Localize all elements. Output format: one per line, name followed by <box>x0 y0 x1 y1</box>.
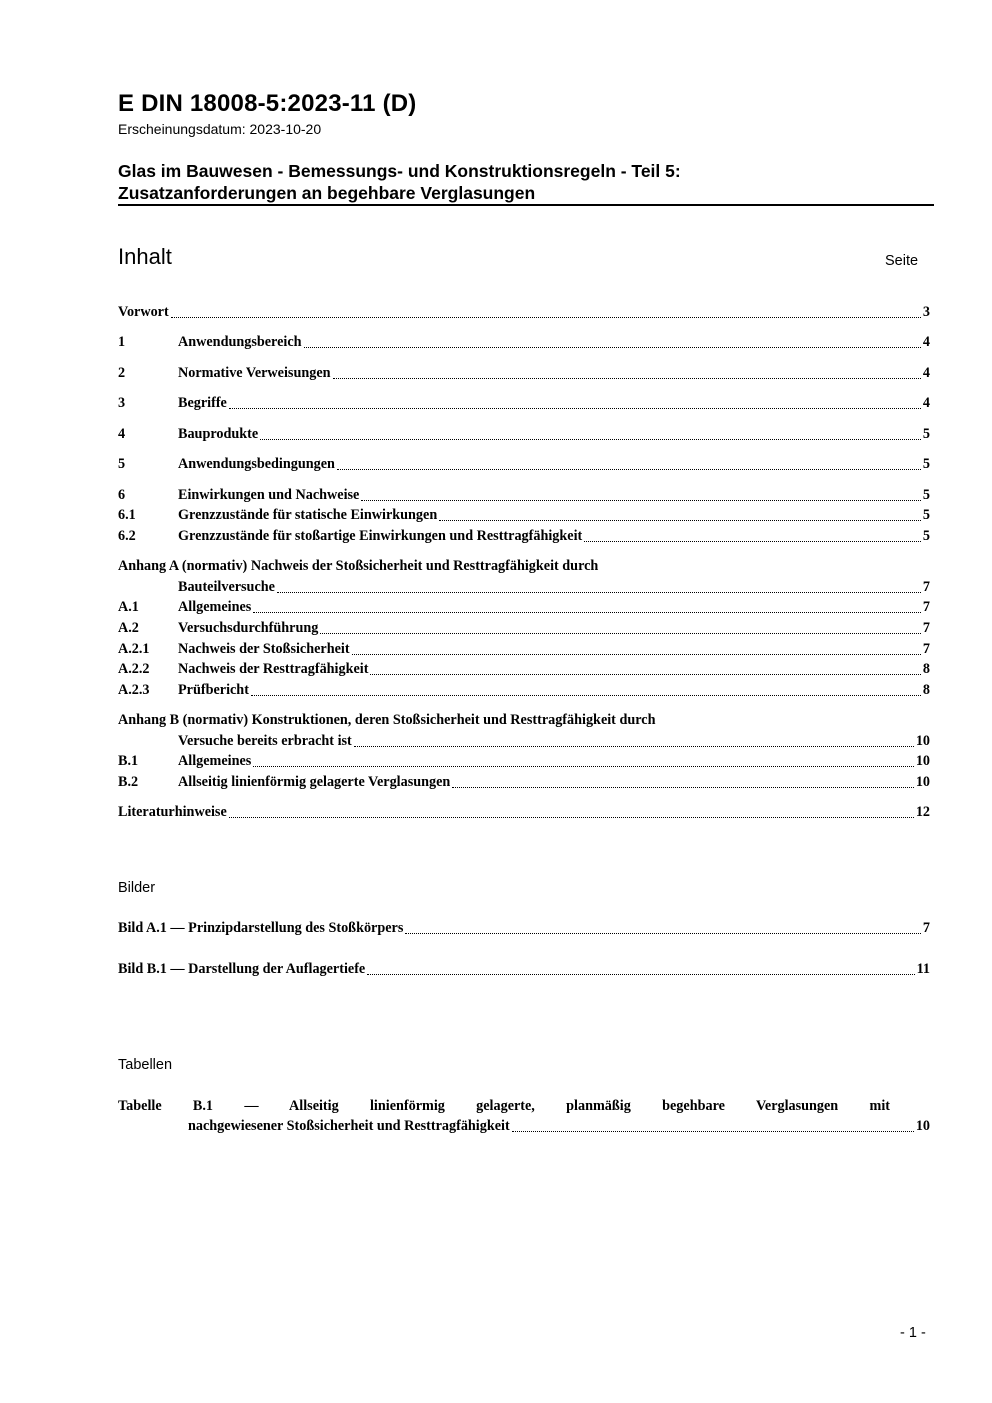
toc-entry-page: 5 <box>922 528 930 544</box>
document-title <box>118 160 934 204</box>
title-line-2: Zusatzanforderungen an begehbare Verglasungen <box>118 183 536 203</box>
toc-leader <box>354 746 914 747</box>
toc-entry-4[interactable] <box>118 424 930 444</box>
toc-entry-title: Allgemeines <box>178 753 252 769</box>
toc-entry-anhang-b-heading[interactable]: Anhang B (normativ) Konstruktionen, deren Stoßsicherheit und Resttragfähigkeit durch <box>118 712 656 728</box>
toc-entry-number: A.2.3 <box>118 682 150 698</box>
toc-entry-number: 6.1 <box>118 507 136 523</box>
toc-entry-3[interactable] <box>118 393 930 413</box>
toc-entry-title: Bauprodukte <box>178 426 259 442</box>
toc-entry-b-2[interactable] <box>118 772 930 792</box>
table-entry-b-1[interactable] <box>118 1116 930 1136</box>
toc-entry-number: A.2.1 <box>118 641 150 657</box>
toc-entry-page: 7 <box>922 641 930 657</box>
toc-entry-page: 7 <box>922 599 930 615</box>
toc-leader <box>439 520 921 521</box>
toc-entry-title: Versuchsdurchführung <box>178 620 319 636</box>
figure-entry-title: Bild A.1 — Prinzipdarstellung des Stoßkörpers <box>118 920 404 936</box>
toc-entry-anhang-a[interactable] <box>118 577 930 597</box>
toc-leader <box>337 469 921 470</box>
toc-entry-title: Einwirkungen und Nachweise <box>178 487 360 503</box>
figure-entry-page: 7 <box>922 920 930 936</box>
toc-entry-number: 6.2 <box>118 528 136 544</box>
toc-entry-6-2[interactable] <box>118 526 930 546</box>
toc-entry-number: 1 <box>118 334 126 350</box>
table-entry-page: 10 <box>915 1118 930 1134</box>
toc-entry-5[interactable] <box>118 454 930 474</box>
toc-entry-a-1[interactable] <box>118 597 930 617</box>
toc-entry-title: Bauteilversuche <box>178 579 275 595</box>
toc-entry-page: 7 <box>922 579 930 595</box>
toc-leader <box>253 612 921 613</box>
toc-entry-title: Grenzzustände für stoßartige Einwirkungen und Resttragfähigkeit <box>178 528 583 544</box>
toc-entry-page: 4 <box>922 395 930 411</box>
toc-entry-title: Nachweis der Resttragfähigkeit <box>178 661 369 677</box>
toc-entry-number: 6 <box>118 487 126 503</box>
toc-entry-anhang-a-heading[interactable]: Anhang A (normativ) Nachweis der Stoßsicherheit und Resttragfähigkeit durch <box>118 558 599 574</box>
toc-entry-page: 3 <box>922 304 930 320</box>
toc-entry-title: Allgemeines <box>178 599 252 615</box>
figure-entry-page: 11 <box>916 961 930 977</box>
toc-entry-2[interactable] <box>118 363 930 383</box>
title-rule <box>118 204 934 206</box>
toc-entry-number: B.1 <box>118 753 139 769</box>
toc-entry-number: A.2.2 <box>118 661 150 677</box>
toc-leader <box>320 633 921 634</box>
toc-leader <box>304 347 921 348</box>
toc-entry-number: A.2 <box>118 620 139 636</box>
toc-entry-page: 5 <box>922 487 930 503</box>
toc-leader <box>512 1131 914 1132</box>
figure-entry-a-1[interactable] <box>118 918 930 938</box>
table-entry-title-line-2: nachgewiesener Stoßsicherheit und Resttragfähigkeit <box>188 1118 510 1134</box>
toc-leader <box>352 654 921 655</box>
document-code: E DIN 18008-5:2023-11 (D) <box>118 90 417 117</box>
page-number: - 1 - <box>900 1325 926 1341</box>
toc-entry-page: 4 <box>922 334 930 350</box>
toc-entry-a-2-2[interactable] <box>118 659 930 679</box>
toc-entry-page: 8 <box>922 661 930 677</box>
toc-entry-title: Anwendungsbereich <box>178 334 302 350</box>
toc-leader <box>367 974 914 975</box>
toc-entry-title: Versuche bereits erbracht ist <box>178 733 352 749</box>
toc-entry-6-1[interactable] <box>118 505 930 525</box>
title-line-1: Glas im Bauwesen - Bemessungs- und Konstruktionsregeln - Teil 5: <box>118 161 681 181</box>
toc-entry-page: 5 <box>922 456 930 472</box>
toc-entry-title: Literaturhinweise <box>118 804 227 820</box>
publication-date: Erscheinungsdatum: 2023-10-20 <box>118 121 322 137</box>
toc-entry-title: Nachweis der Stoßsicherheit <box>178 641 350 657</box>
toc-leader <box>251 695 921 696</box>
table-entry-title-line-1: Tabelle B.1 — Allseitig linienförmig gelagerte, planmäßig begehbare Verglasungen mit <box>118 1098 890 1114</box>
toc-entry-anhang-b[interactable] <box>118 731 930 751</box>
toc-leader <box>452 787 914 788</box>
toc-entry-page: 12 <box>915 804 930 820</box>
table-entry-b-1-line-1[interactable] <box>118 1096 890 1116</box>
toc-entry-title: Vorwort <box>118 304 169 320</box>
toc-leader <box>253 766 914 767</box>
toc-leader <box>277 592 921 593</box>
toc-entry-number: 4 <box>118 426 126 442</box>
toc-entry-page: 5 <box>922 426 930 442</box>
toc-leader <box>405 933 921 934</box>
tables-heading: Tabellen <box>118 1057 173 1073</box>
toc-leader <box>370 674 920 675</box>
toc-entry-page: 10 <box>915 733 930 749</box>
toc-entry-title: Allseitig linienförmig gelagerte Verglasungen <box>178 774 451 790</box>
figure-entry-title: Bild B.1 — Darstellung der Auflagertiefe <box>118 961 366 977</box>
toc-entry-page: 5 <box>922 507 930 523</box>
toc-entry-page: 4 <box>922 365 930 381</box>
toc-entry-title: Anwendungsbedingungen <box>178 456 335 472</box>
toc-entry-number: A.1 <box>118 599 139 615</box>
toc-entry-a-2-1[interactable] <box>118 639 930 659</box>
toc-leader <box>584 541 921 542</box>
toc-entry-title: Normative Verweisungen <box>178 365 331 381</box>
toc-entry-title: Begriffe <box>178 395 227 411</box>
toc-entry-vorwort[interactable] <box>118 302 930 322</box>
toc-entry-literaturhinweise[interactable] <box>118 802 930 822</box>
toc-entry-b-1[interactable] <box>118 751 930 771</box>
toc-entry-6[interactable] <box>118 485 930 505</box>
page-column-heading: Seite <box>885 253 919 269</box>
toc-entry-page: 10 <box>915 753 930 769</box>
toc-leader <box>260 439 921 440</box>
toc-leader <box>333 378 921 379</box>
toc-entry-title: Grenzzustände für statische Einwirkungen <box>178 507 438 523</box>
figure-entry-b-1[interactable] <box>118 959 930 979</box>
toc-entry-1[interactable] <box>118 332 930 352</box>
toc-entry-number: 3 <box>118 395 126 411</box>
toc-leader <box>171 317 921 318</box>
toc-entry-page: 8 <box>922 682 930 698</box>
toc-entry-number: 5 <box>118 456 126 472</box>
toc-entry-a-2-3[interactable] <box>118 680 930 700</box>
toc-leader <box>229 817 914 818</box>
toc-entry-title: Prüfbericht <box>178 682 249 698</box>
toc-leader <box>361 500 921 501</box>
toc-entry-page: 10 <box>915 774 930 790</box>
toc-entry-a-2[interactable] <box>118 618 930 638</box>
contents-heading: Inhalt <box>118 244 172 269</box>
toc-entry-number: 2 <box>118 365 126 381</box>
figures-heading: Bilder <box>118 880 156 896</box>
toc-entry-page: 7 <box>922 620 930 636</box>
toc-entry-number: B.2 <box>118 774 139 790</box>
toc-leader <box>229 408 921 409</box>
